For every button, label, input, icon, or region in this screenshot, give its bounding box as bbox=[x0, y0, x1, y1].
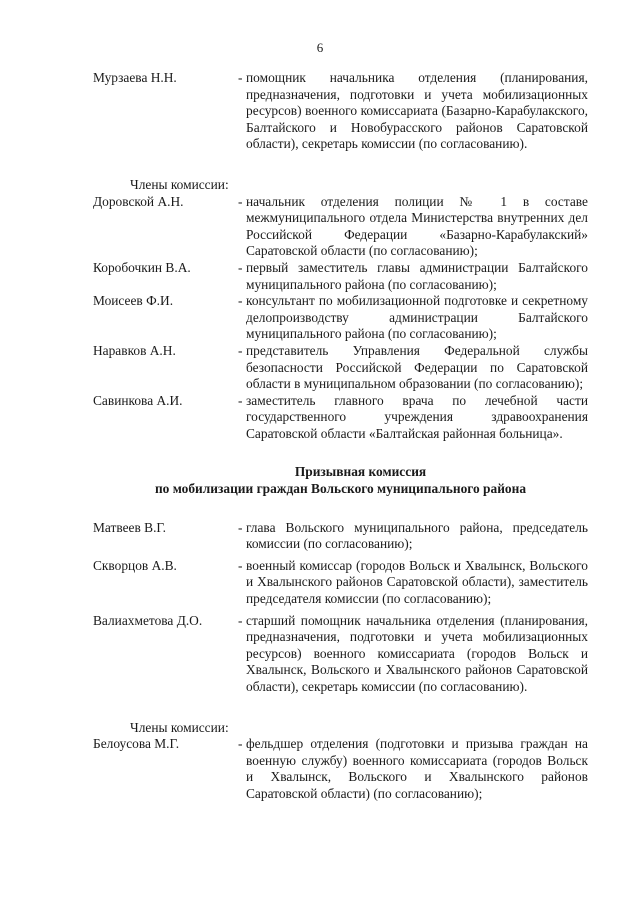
person-name: Доровской А.Н. bbox=[93, 193, 184, 209]
section-title bbox=[93, 464, 588, 497]
person-description: - представитель Управления Федеральной службы безопасности Российской Федерации по Саратовской области в муниципальном образовании (по согласованию); bbox=[238, 343, 588, 393]
member-entry bbox=[93, 343, 588, 393]
member-entry bbox=[93, 260, 588, 293]
person-name: Моисеев Ф.И. bbox=[93, 293, 174, 309]
commission-deputy-entry bbox=[93, 558, 588, 608]
section-title-line-2: по мобилизации граждан Вольского муниципального района bbox=[154, 481, 527, 497]
person-name: Савинкова А.И. bbox=[93, 392, 183, 408]
person-description: - начальник отделения полиции № 1 в составе межмуниципального отдела Министерства внутренних дел Российской Федерации «Базарно-Карабулакский» Саратовской области (по согласованию); bbox=[238, 194, 588, 260]
person-description: - первый заместитель главы администрации Балтайского муниципального района (по согласованию); bbox=[238, 260, 588, 293]
commission-secretary-entry bbox=[93, 613, 588, 696]
member-entry bbox=[93, 194, 588, 260]
person-name: Наравков А.Н. bbox=[93, 342, 176, 358]
person-name: Мурзаева Н.Н. bbox=[93, 70, 177, 85]
members-label: Члены комиссии: bbox=[130, 176, 229, 192]
person-description: - старший помощник начальника отделения (планирования, предназначения, подготовки и учета мобилизационных ресурсов) военного комиссариата (городов Вольск и Хвалынск, Вольского и Хвалынского районов Саратовской области), секретарь комиссии (по согласованию). bbox=[238, 613, 588, 696]
person-description: - консультант по мобилизационной подготовке и секретному делопроизводству администрации Балтайского муниципального района (по согласованию); bbox=[238, 293, 588, 343]
person-name: Скворцов А.В. bbox=[93, 557, 177, 573]
person-description: - военный комиссар (городов Вольск и Хвалынск, Вольского и Хвалынского районов Саратовской области), заместитель председателя комиссии (по согласованию); bbox=[238, 558, 588, 608]
person-description: - фельдшер отделения (подготовки и призыва граждан на военную службу) военного комиссариата (городов Вольск и Хвалынск, Вольского и Хвалынского районов Саратовской области) (по согласованию); bbox=[238, 736, 588, 802]
members-label: Члены комиссии: bbox=[130, 719, 229, 735]
commission-chair-entry bbox=[93, 520, 588, 553]
person-name: Белоусова М.Г. bbox=[93, 736, 180, 752]
person-name: Матвеев В.Г. bbox=[93, 519, 167, 535]
member-entry bbox=[93, 393, 588, 443]
person-name: Коробочкин В.А. bbox=[93, 259, 191, 275]
person-name: Валиахметова Д.О. bbox=[93, 612, 203, 628]
person-description: - помощник начальника отделения (планирования, предназначения, подготовки и учета мобилизационных ресурсов) военного комиссариата (Базарно-Карабулакского, Балтайского и Новобурасского районов Саратовской области), секретарь комиссии (по согласованию). bbox=[238, 70, 588, 153]
document-body bbox=[93, 70, 588, 803]
section-title-line-1: Призывная комиссия bbox=[294, 464, 427, 480]
member-entry bbox=[93, 293, 588, 343]
person-description: - глава Вольского муниципального района, председатель комиссии (по согласованию); bbox=[238, 520, 588, 553]
page-number: 6 bbox=[316, 40, 324, 55]
commission-secretary-entry bbox=[93, 70, 588, 153]
person-description: - заместитель главного врача по лечебной части государственного учреждения здравоохранения Саратовской области «Балтайская районная больница». bbox=[238, 393, 588, 443]
member-entry bbox=[93, 736, 588, 802]
